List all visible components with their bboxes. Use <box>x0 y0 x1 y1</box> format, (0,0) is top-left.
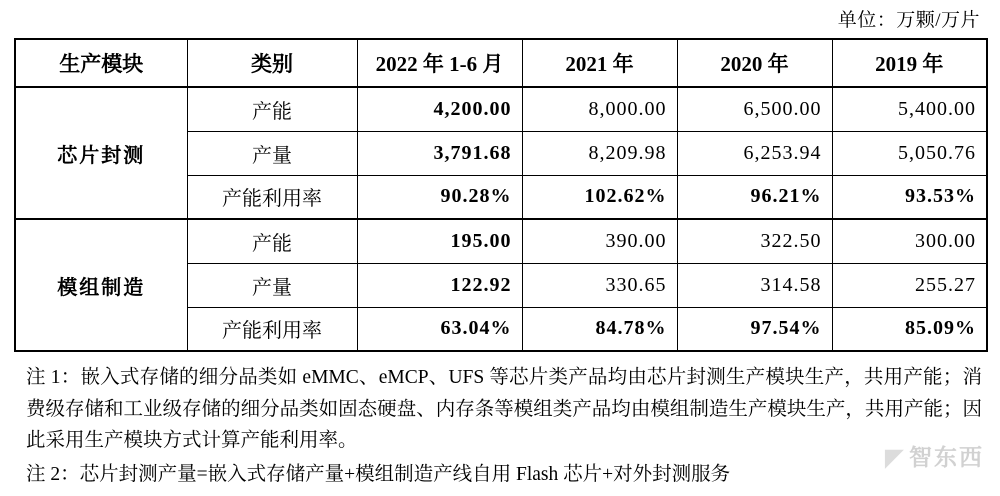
value-cell: 255.27 <box>832 263 987 307</box>
header-cell-2022h1: 2022 年 1-6 月 <box>357 39 522 87</box>
value-cell: 8,209.98 <box>522 131 677 175</box>
header-cell-module: 生产模块 <box>15 39 187 87</box>
value-cell: 5,400.00 <box>832 87 987 131</box>
header-cell-2019: 2019 年 <box>832 39 987 87</box>
value-cell: 330.65 <box>522 263 677 307</box>
category-label: 产能 <box>187 219 357 263</box>
value-cell: 93.53% <box>832 175 987 219</box>
value-cell: 6,500.00 <box>677 87 832 131</box>
header-cell-2020: 2020 年 <box>677 39 832 87</box>
value-cell: 4,200.00 <box>357 87 522 131</box>
table-row <box>15 87 987 131</box>
watermark <box>885 439 984 472</box>
unit-note: 单位：万颗/万片 <box>837 10 980 31</box>
value-cell: 300.00 <box>832 219 987 263</box>
value-cell: 3,791.68 <box>357 131 522 175</box>
module-label-chip-packaging: 芯片封测 <box>15 87 187 219</box>
watermark-logo-icon: ◤ <box>885 444 905 470</box>
value-cell: 122.92 <box>357 263 522 307</box>
note-2: 注 2：芯片封测产量=嵌入式存储产量+模组制造产线自用 Flash 芯片+对外封测服务 <box>26 463 731 485</box>
category-label: 产量 <box>187 263 357 307</box>
header-cell-2021: 2021 年 <box>522 39 677 87</box>
category-label: 产能利用率 <box>187 307 357 351</box>
value-cell: 85.09% <box>832 307 987 351</box>
category-label: 产能 <box>187 87 357 131</box>
value-cell: 8,000.00 <box>522 87 677 131</box>
table-notes <box>14 362 986 490</box>
category-label: 产量 <box>187 131 357 175</box>
value-cell: 96.21% <box>677 175 832 219</box>
production-capacity-table <box>14 38 988 352</box>
value-cell: 322.50 <box>677 219 832 263</box>
module-label-module-manufacturing: 模组制造 <box>15 219 187 351</box>
value-cell: 84.78% <box>522 307 677 351</box>
value-cell: 63.04% <box>357 307 522 351</box>
value-cell: 390.00 <box>522 219 677 263</box>
table-row <box>15 219 987 263</box>
category-label: 产能利用率 <box>187 175 357 219</box>
value-cell: 6,253.94 <box>677 131 832 175</box>
value-cell: 90.28% <box>357 175 522 219</box>
value-cell: 97.54% <box>677 307 832 351</box>
table-header-row <box>15 39 987 87</box>
watermark-text: 智东西 <box>909 444 984 470</box>
value-cell: 195.00 <box>357 219 522 263</box>
value-cell: 5,050.76 <box>832 131 987 175</box>
header-cell-category: 类别 <box>187 39 357 87</box>
value-cell: 102.62% <box>522 175 677 219</box>
note-1: 注 1：嵌入式存储的细分品类如 eMMC、eMCP、UFS 等芯片类产品均由芯片封测生产模块生产，共用产能；消费级存储和工业级存储的细分品类如固态硬盘、内存条等模组类产品均由模组制造生产模块生产，共用产能；因此采用生产模块方式计算产能利用率。 <box>26 367 982 452</box>
value-cell: 314.58 <box>677 263 832 307</box>
